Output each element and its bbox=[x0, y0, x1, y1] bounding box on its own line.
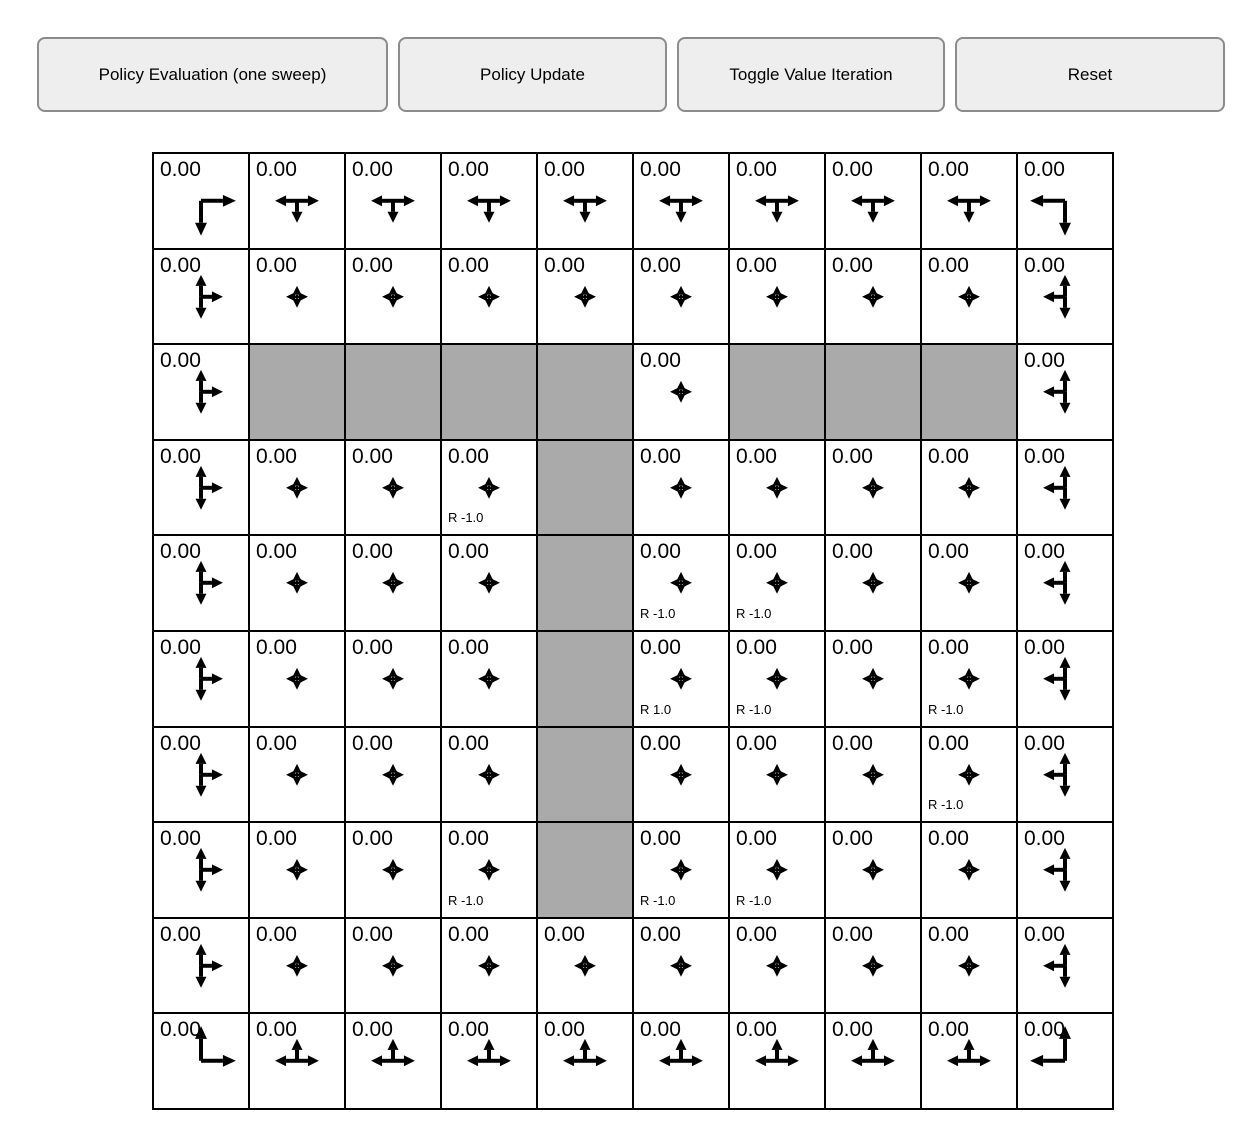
cell-value: 0.00 bbox=[640, 253, 681, 277]
grid-cell[interactable] bbox=[825, 631, 921, 727]
cell-reward-label: R -1.0 bbox=[736, 605, 772, 621]
cell-value: 0.00 bbox=[640, 158, 681, 181]
grid-cell[interactable] bbox=[921, 1013, 1017, 1109]
cell-value: 0.00 bbox=[928, 1018, 969, 1042]
grid-cell[interactable] bbox=[729, 440, 825, 536]
cell-value: 0.00 bbox=[1024, 540, 1065, 564]
cell-value: 0.00 bbox=[736, 540, 777, 564]
cell-reward-label: R 1.0 bbox=[640, 701, 672, 717]
cell-value: 0.00 bbox=[640, 540, 681, 564]
grid-cell[interactable] bbox=[441, 918, 537, 1014]
grid-cell[interactable] bbox=[345, 631, 441, 727]
grid-cell[interactable] bbox=[345, 535, 441, 631]
grid-cell[interactable] bbox=[249, 1013, 345, 1109]
grid-cell[interactable] bbox=[729, 631, 825, 727]
grid-cell[interactable] bbox=[729, 249, 825, 345]
cell-value: 0.00 bbox=[448, 731, 489, 755]
cell-value: 0.00 bbox=[736, 253, 777, 277]
grid-cell-wall[interactable] bbox=[825, 344, 921, 440]
grid-cell[interactable] bbox=[921, 822, 1017, 918]
cell-value: 0.00 bbox=[352, 444, 393, 468]
grid-cell[interactable] bbox=[537, 1013, 633, 1109]
grid-cell[interactable] bbox=[825, 822, 921, 918]
cell-value: 0.00 bbox=[736, 827, 777, 851]
grid-cell-wall[interactable] bbox=[537, 440, 633, 536]
cell-value: 0.00 bbox=[160, 158, 201, 181]
grid-cell[interactable] bbox=[153, 440, 249, 536]
cell-value: 0.00 bbox=[736, 635, 777, 659]
cell-value: 0.00 bbox=[832, 827, 873, 851]
cell-value: 0.00 bbox=[256, 444, 297, 468]
cell-value: 0.00 bbox=[1024, 349, 1065, 373]
cell-value: 0.00 bbox=[352, 922, 393, 946]
grid-cell[interactable] bbox=[921, 249, 1017, 345]
cell-value: 0.00 bbox=[256, 827, 297, 851]
grid-cell[interactable] bbox=[345, 1013, 441, 1109]
grid-cell[interactable] bbox=[153, 249, 249, 345]
cell-value: 0.00 bbox=[352, 635, 393, 659]
cell-value: 0.00 bbox=[352, 158, 393, 181]
cell-value: 0.00 bbox=[160, 731, 201, 755]
grid-cell[interactable] bbox=[441, 1013, 537, 1109]
grid-cell[interactable] bbox=[825, 153, 921, 249]
grid-cell[interactable] bbox=[825, 535, 921, 631]
cell-value: 0.00 bbox=[256, 922, 297, 946]
cell-value: 0.00 bbox=[928, 635, 969, 659]
grid-cell[interactable] bbox=[441, 249, 537, 345]
grid-cell[interactable] bbox=[153, 822, 249, 918]
cell-reward-label: R -1.0 bbox=[736, 701, 772, 717]
grid-cell[interactable] bbox=[825, 727, 921, 823]
cell-value: 0.00 bbox=[832, 1018, 873, 1042]
toggle-value-iteration-button[interactable]: Toggle Value Iteration bbox=[677, 37, 945, 112]
cell-value: 0.00 bbox=[544, 253, 585, 277]
grid-cell[interactable] bbox=[921, 918, 1017, 1014]
grid-cell[interactable] bbox=[249, 631, 345, 727]
grid-cell[interactable] bbox=[825, 249, 921, 345]
grid-cell[interactable] bbox=[633, 344, 729, 440]
cell-value: 0.00 bbox=[640, 827, 681, 851]
cell-value: 0.00 bbox=[256, 158, 297, 181]
grid-cell[interactable] bbox=[921, 535, 1017, 631]
grid-cell[interactable] bbox=[537, 918, 633, 1014]
cell-value: 0.00 bbox=[928, 827, 969, 851]
grid-cell[interactable] bbox=[345, 727, 441, 823]
grid-cell[interactable] bbox=[1017, 249, 1113, 345]
grid-cell[interactable] bbox=[633, 822, 729, 918]
cell-value: 0.00 bbox=[160, 253, 201, 277]
grid-cell[interactable] bbox=[633, 918, 729, 1014]
grid-cell[interactable] bbox=[441, 631, 537, 727]
cell-value: 0.00 bbox=[160, 444, 201, 468]
reset-button[interactable]: Reset bbox=[955, 37, 1225, 112]
grid-cell[interactable] bbox=[729, 918, 825, 1014]
grid-cell[interactable] bbox=[633, 631, 729, 727]
grid-cell[interactable] bbox=[249, 918, 345, 1014]
cell-value: 0.00 bbox=[1024, 253, 1065, 277]
cell-value: 0.00 bbox=[832, 731, 873, 755]
grid-cell-wall[interactable] bbox=[537, 344, 633, 440]
cell-value: 0.00 bbox=[544, 1018, 585, 1042]
grid-cell-wall[interactable] bbox=[441, 344, 537, 440]
cell-value: 0.00 bbox=[448, 253, 489, 277]
cell-value: 0.00 bbox=[448, 922, 489, 946]
grid-cell[interactable] bbox=[825, 918, 921, 1014]
grid-cell[interactable] bbox=[729, 1013, 825, 1109]
grid-cell[interactable] bbox=[153, 153, 249, 249]
cell-value: 0.00 bbox=[256, 540, 297, 564]
cell-value: 0.00 bbox=[448, 444, 489, 468]
grid-cell[interactable] bbox=[345, 822, 441, 918]
cell-value: 0.00 bbox=[640, 444, 681, 468]
cell-value: 0.00 bbox=[640, 635, 681, 659]
grid-cell-wall[interactable] bbox=[921, 344, 1017, 440]
grid-cell-wall[interactable] bbox=[249, 344, 345, 440]
cell-value: 0.00 bbox=[448, 635, 489, 659]
cell-value: 0.00 bbox=[160, 540, 201, 564]
cell-value: 0.00 bbox=[736, 444, 777, 468]
cell-value: 0.00 bbox=[1024, 444, 1065, 468]
cell-value: 0.00 bbox=[928, 444, 969, 468]
grid-cell[interactable] bbox=[1017, 344, 1113, 440]
cell-value: 0.00 bbox=[352, 1018, 393, 1042]
cell-value: 0.00 bbox=[448, 1018, 489, 1042]
grid-cell[interactable] bbox=[153, 1013, 249, 1109]
cell-value: 0.00 bbox=[544, 922, 585, 946]
gridworld-grid bbox=[152, 152, 1114, 1110]
cell-value: 0.00 bbox=[448, 827, 489, 851]
grid-cell[interactable] bbox=[1017, 535, 1113, 631]
grid-cell[interactable] bbox=[825, 440, 921, 536]
cell-value: 0.00 bbox=[160, 349, 201, 373]
grid-cell[interactable] bbox=[633, 1013, 729, 1109]
cell-reward-label: R -1.0 bbox=[448, 892, 484, 908]
cell-value: 0.00 bbox=[352, 540, 393, 564]
grid-cell[interactable] bbox=[345, 153, 441, 249]
grid-cell[interactable] bbox=[249, 153, 345, 249]
grid-cell[interactable] bbox=[633, 249, 729, 345]
grid-cell[interactable] bbox=[921, 631, 1017, 727]
grid-cell[interactable] bbox=[729, 535, 825, 631]
grid-cell[interactable] bbox=[153, 918, 249, 1014]
cell-value: 0.00 bbox=[1024, 158, 1065, 181]
grid-cell[interactable] bbox=[345, 249, 441, 345]
cell-value: 0.00 bbox=[160, 827, 201, 851]
cell-value: 0.00 bbox=[736, 731, 777, 755]
grid-cell[interactable] bbox=[1017, 918, 1113, 1014]
grid-cell[interactable] bbox=[1017, 631, 1113, 727]
grid-cell[interactable] bbox=[921, 153, 1017, 249]
cell-value: 0.00 bbox=[832, 158, 873, 181]
cell-reward-label: R -1.0 bbox=[736, 892, 772, 908]
cell-value: 0.00 bbox=[928, 731, 969, 755]
toolbar bbox=[37, 37, 1225, 112]
grid-cell[interactable] bbox=[249, 727, 345, 823]
grid-cell[interactable] bbox=[249, 249, 345, 345]
cell-value: 0.00 bbox=[160, 922, 201, 946]
grid-cell[interactable] bbox=[441, 440, 537, 536]
grid-cell[interactable] bbox=[153, 535, 249, 631]
grid-cell[interactable] bbox=[729, 153, 825, 249]
cell-reward-label: R -1.0 bbox=[640, 892, 676, 908]
grid-cell-wall[interactable] bbox=[537, 822, 633, 918]
grid-cell[interactable] bbox=[633, 440, 729, 536]
cell-value: 0.00 bbox=[928, 922, 969, 946]
grid-cell[interactable] bbox=[441, 822, 537, 918]
grid-cell[interactable] bbox=[825, 1013, 921, 1109]
grid-cell[interactable] bbox=[249, 440, 345, 536]
grid-cell[interactable] bbox=[633, 535, 729, 631]
grid-cell[interactable] bbox=[537, 249, 633, 345]
grid-cell[interactable] bbox=[1017, 727, 1113, 823]
grid-cell[interactable] bbox=[1017, 822, 1113, 918]
cell-value: 0.00 bbox=[448, 158, 489, 181]
cell-value: 0.00 bbox=[928, 253, 969, 277]
cell-value: 0.00 bbox=[160, 635, 201, 659]
grid-cell[interactable] bbox=[921, 727, 1017, 823]
cell-value: 0.00 bbox=[256, 731, 297, 755]
grid-cell-wall[interactable] bbox=[537, 727, 633, 823]
cell-value: 0.00 bbox=[736, 1018, 777, 1042]
grid-cell[interactable] bbox=[729, 822, 825, 918]
grid-cell[interactable] bbox=[441, 727, 537, 823]
cell-value: 0.00 bbox=[1024, 922, 1065, 946]
cell-value: 0.00 bbox=[832, 253, 873, 277]
grid-cell-wall[interactable] bbox=[537, 535, 633, 631]
cell-value: 0.00 bbox=[256, 253, 297, 277]
grid-cell[interactable] bbox=[1017, 440, 1113, 536]
cell-value: 0.00 bbox=[832, 540, 873, 564]
cell-reward-label: R -1.0 bbox=[448, 510, 484, 526]
grid-cell[interactable] bbox=[633, 727, 729, 823]
policy-evaluation-button[interactable]: Policy Evaluation (one sweep) bbox=[37, 37, 388, 112]
cell-value: 0.00 bbox=[640, 731, 681, 755]
cell-value: 0.00 bbox=[544, 158, 585, 181]
cell-value: 0.00 bbox=[736, 158, 777, 181]
cell-value: 0.00 bbox=[832, 922, 873, 946]
cell-value: 0.00 bbox=[1024, 1018, 1065, 1042]
cell-value: 0.00 bbox=[928, 158, 969, 181]
cell-value: 0.00 bbox=[256, 1018, 297, 1042]
cell-value: 0.00 bbox=[1024, 635, 1065, 659]
cell-value: 0.00 bbox=[832, 635, 873, 659]
cell-value: 0.00 bbox=[352, 253, 393, 277]
cell-value: 0.00 bbox=[640, 1018, 681, 1042]
grid-cell[interactable] bbox=[441, 153, 537, 249]
cell-value: 0.00 bbox=[352, 731, 393, 755]
cell-value: 0.00 bbox=[736, 922, 777, 946]
grid-cell[interactable] bbox=[249, 822, 345, 918]
grid-cell-wall[interactable] bbox=[537, 631, 633, 727]
cell-value: 0.00 bbox=[352, 827, 393, 851]
grid-cell[interactable] bbox=[633, 153, 729, 249]
cell-value: 0.00 bbox=[1024, 827, 1065, 851]
grid-cell-wall[interactable] bbox=[729, 344, 825, 440]
grid-cell[interactable] bbox=[153, 727, 249, 823]
grid-cell[interactable] bbox=[249, 535, 345, 631]
cell-value: 0.00 bbox=[832, 444, 873, 468]
grid-cell[interactable] bbox=[537, 153, 633, 249]
grid-cell-wall[interactable] bbox=[345, 344, 441, 440]
cell-value: 0.00 bbox=[928, 540, 969, 564]
grid-cell[interactable] bbox=[345, 918, 441, 1014]
cell-value: 0.00 bbox=[640, 922, 681, 946]
grid-cell[interactable] bbox=[1017, 153, 1113, 249]
cell-value: 0.00 bbox=[448, 540, 489, 564]
grid-cell[interactable] bbox=[921, 440, 1017, 536]
grid-cell[interactable] bbox=[153, 631, 249, 727]
cell-value: 0.00 bbox=[256, 635, 297, 659]
grid-cell[interactable] bbox=[1017, 1013, 1113, 1109]
cell-value: 0.00 bbox=[640, 349, 681, 373]
cell-value: 0.00 bbox=[160, 1018, 201, 1042]
cell-reward-label: R -1.0 bbox=[928, 701, 964, 717]
grid-cell[interactable] bbox=[345, 440, 441, 536]
policy-update-button[interactable]: Policy Update bbox=[398, 37, 667, 112]
cell-reward-label: R -1.0 bbox=[640, 605, 676, 621]
grid-cell[interactable] bbox=[729, 727, 825, 823]
cell-value: 0.00 bbox=[1024, 731, 1065, 755]
grid-cell[interactable] bbox=[441, 535, 537, 631]
cell-reward-label: R -1.0 bbox=[928, 797, 964, 813]
grid-cell[interactable] bbox=[153, 344, 249, 440]
